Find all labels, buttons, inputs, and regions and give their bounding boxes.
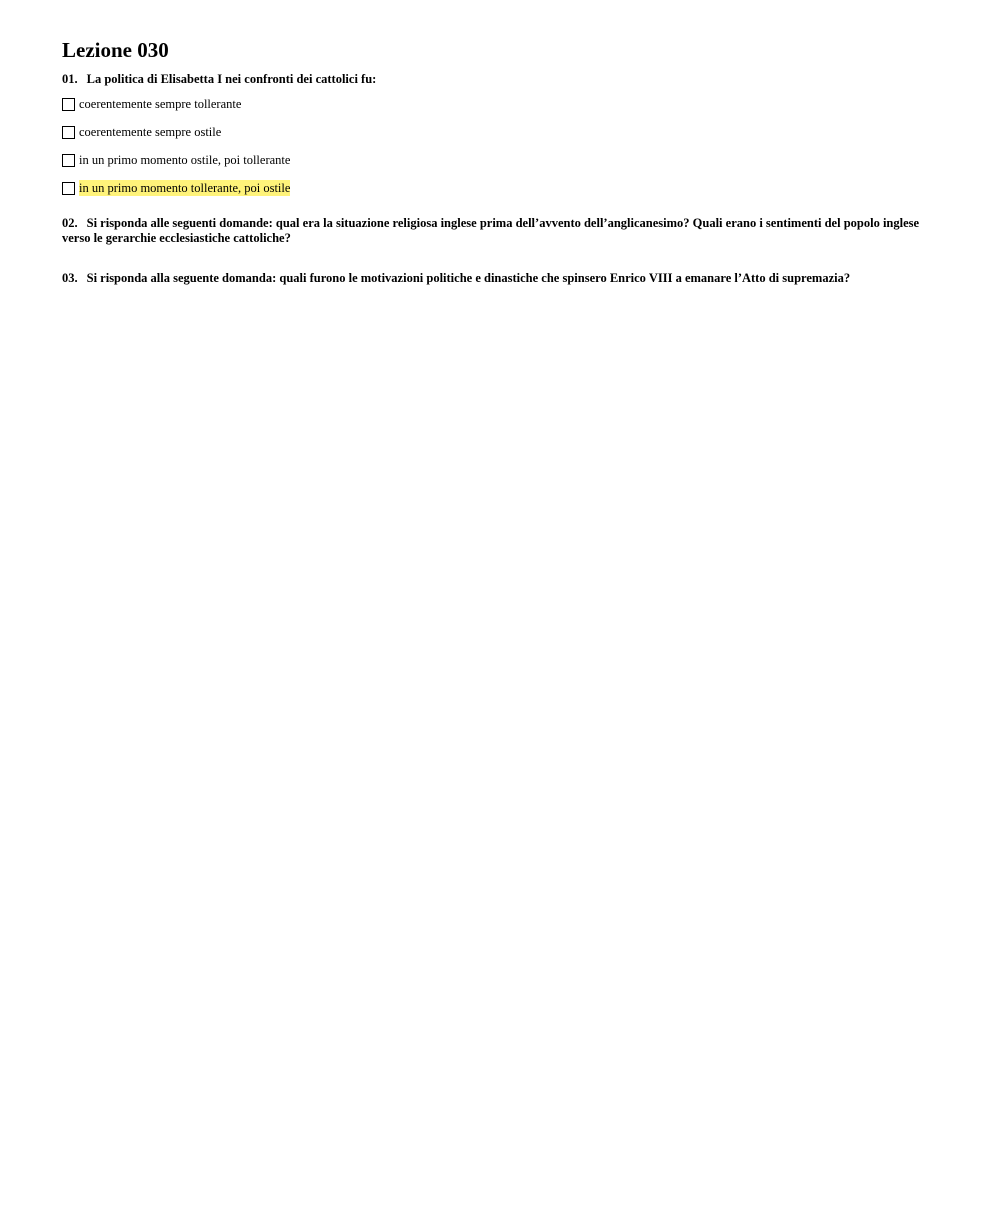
question-01	[62, 72, 940, 196]
question-03-text	[62, 271, 940, 286]
answer-option-4[interactable]	[62, 180, 940, 196]
checkbox-icon[interactable]	[62, 98, 75, 111]
checkbox-icon[interactable]	[62, 126, 75, 139]
question-prompt: Si risponda alla seguente domanda: quali furono le motivazioni politiche e dinastiche che spinsero Enrico VIII a emanare l’Atto di supremazia?	[86, 271, 851, 285]
answer-option-2[interactable]	[62, 124, 940, 140]
lesson-title: Lezione 030	[62, 38, 169, 62]
document-page	[62, 38, 940, 286]
question-03	[62, 271, 940, 286]
question-01-text	[62, 72, 940, 87]
answer-option-label: coerentemente sempre tollerante	[79, 97, 242, 111]
answer-option-label: in un primo momento ostile, poi tollerante	[79, 153, 291, 167]
answer-option-label: coerentemente sempre ostile	[79, 125, 222, 139]
question-02-text	[62, 216, 940, 246]
question-prompt: La politica di Elisabetta I nei confronti dei cattolici fu:	[86, 72, 377, 86]
answer-option-3[interactable]	[62, 152, 940, 168]
question-prompt: Si risponda alle seguenti domande: qual era la situazione religiosa inglese prima dell’avvento dell’anglicanesimo? Quali erano i sentimenti del popolo inglese verso le gerarchie ecclesiastiche cattoliche?	[62, 216, 920, 245]
answer-options	[62, 96, 940, 196]
checkbox-icon[interactable]	[62, 182, 75, 195]
question-02	[62, 216, 940, 246]
answer-option-label-highlighted: in un primo momento tollerante, poi ostile	[79, 181, 291, 195]
question-number: 03.	[62, 271, 78, 285]
question-number: 01.	[62, 72, 78, 86]
question-number: 02.	[62, 216, 78, 230]
checkbox-icon[interactable]	[62, 154, 75, 167]
answer-option-1[interactable]	[62, 96, 940, 112]
